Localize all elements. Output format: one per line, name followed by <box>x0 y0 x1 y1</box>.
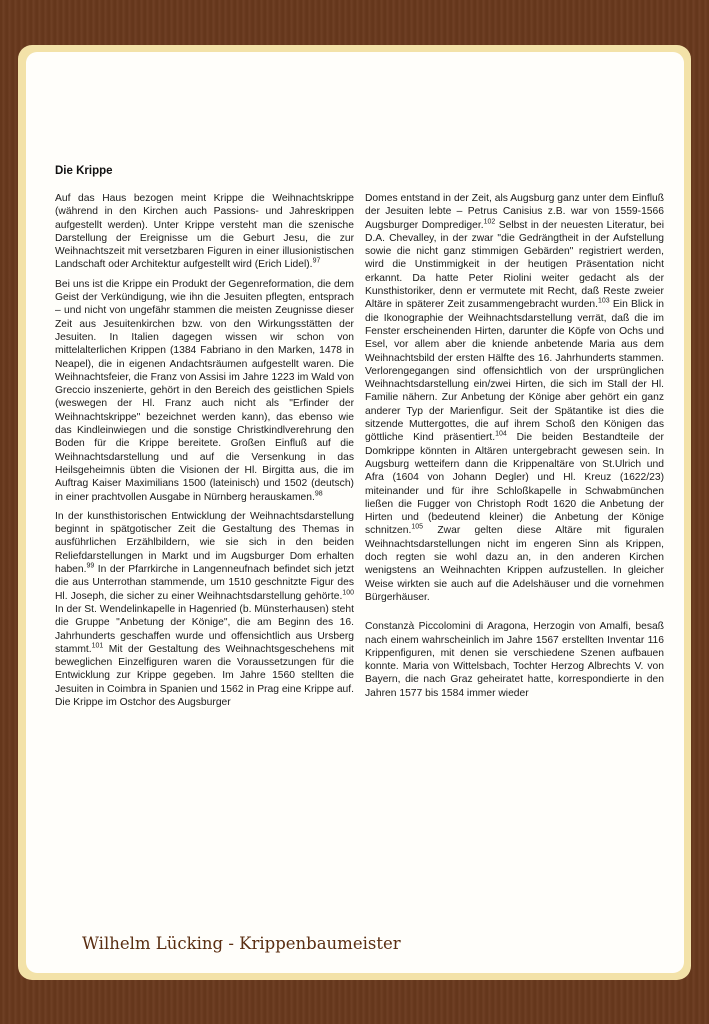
paragraph <box>365 620 664 700</box>
footnote-ref: 104 <box>495 430 507 438</box>
paragraph-text: In der St. Wendelinkapelle in Hagenried (b. Münsterhausen) steht die Gruppe "Anbetung der Könige", die am Beginn des 16. Jahrhunderts geschaffen wurde und offensichtlich aus Ursberg stammt. <box>55 603 354 655</box>
footnote-ref: 102 <box>483 218 496 226</box>
paragraph-text: Domes entstand in der Zeit, als Augsburg ganz unter dem Einfluß der Jesuiten lebte – Petrus Canisius z.B. war von 1559-1566 Augsburger Domprediger. <box>365 193 664 231</box>
footnote-ref: 103 <box>598 297 610 305</box>
footnote-ref: 100 <box>342 589 354 597</box>
paragraph-text: Auf das Haus bezogen meint Krippe die Weihnachtskrippe (während in den Kirchen auch Passions- und Jahreskrippen aufgestellt werden). Unter Krippe versteht man die szenische Darstellung der Ereignisse um die Geburt Jesu, die zur Weihnachtszeit mit versetzbaren Figuren in einer illusionistischen Landschaft oder Architektur aufgestellt wird (Erich Lidel). <box>55 193 354 271</box>
section-heading: Die Krippe <box>55 165 113 177</box>
paragraph <box>55 510 354 709</box>
paragraph-text: Selbst in der neuesten Literatur, bei D.A. Chevalley, in der zwar "die Gedrängtheit in der Aufstellung sowie die nicht ganz stimmigen Gebärden" registriert werden, wird die Unstimmigkeit in der heutigen Präsentation nicht erkannt. Da hatte Peter Riolini weiter gedacht als der Kunsthistoriker, denn er vermutete mit Recht, daß Reste zweier Altäre in späterer Zeit zusammengebracht wurden. <box>365 219 665 311</box>
paragraph-text: Mit der Gestaltung des Weihnachtsgeschehens mit beweglichen Einzelfiguren waren die Voraussetzungen für die Entwicklung zur Krippe gegeben. Im Jahre 1560 stellten die Jesuiten in Coimbra in Spanien und 1562 in Prag eine Krippe auf. Die Krippe im Ostchor des Augsburger <box>55 643 354 708</box>
paragraph-text: Ein Blick in die Ikonographie der Weihnachtsdarstellung verrät, daß die im Fenster erscheinenden Hirten, darunter die Köpfe von Ochs und Esel, vor allem aber die kniende anbetende Maria aus dem Weihnachtsbild der ersten Hälfte des 16. Jahrhunderts stammen. Verlorengegangen sind offensichtlich von der ursprünglichen Weihnachtsdarstellung ein/zwei Hirten, die sich im Stall der Hl. Familie nähern. Zur Anbetung der Könige aber gehört ein ganz anderer Typ der Marienfigur. Seit der Spätantike ist dies die sitzende Muttergottes, die auf ihrem Schoß den Königen das göttliche Kind präsentiert. <box>365 299 664 444</box>
paragraph <box>55 192 354 272</box>
paragraph-text: Zwar gelten diese Altäre mit figuralen Weihnachtsdarstellungen nicht im engeren Sinn als Krippen, doch regten sie wohl dazu an, in den anderen Kirchen wenigstens an Weihnachten Krippen aufzustellen. In gleicher Weise wirkten sie auch auf die Adelshäuser und die vornehmen Bürgerhäuser. <box>365 525 664 603</box>
left-column <box>55 192 354 715</box>
paragraph-text: Constanzà Piccolomini di Aragona, Herzogin von Amalfi, besaß nach einem wahrscheinlich im Jahre 1567 erstellten Inventar 116 Krippenfiguren, mit denen sie verschiedene Szenen aufbauen konnte. Maria von Wittelsbach, Tochter Herzog Albrechts V. von Bayern, die nach Graz geheiratet hatte, korrespondierte in den Jahren 1577 bis 1584 immer wieder <box>365 621 664 699</box>
footer-signature: Wilhelm Lücking - Krippenbaumeister <box>82 934 401 953</box>
footnote-ref: 98 <box>314 490 323 498</box>
paragraph <box>365 192 664 604</box>
paragraph-text: In der kunsthistorischen Entwicklung der Weihnachtsdarstellung beginnt in spätgotischer Zeit die Gestaltung des Themas in ausführlichen Erzählbildern, wie sie sich in den beiden Reliefdarstellungen in Markt und im Augsburger Dom erhalten haben. <box>55 510 354 576</box>
footnote-ref: 101 <box>91 642 104 650</box>
paragraph <box>55 278 354 504</box>
footnote-ref: 97 <box>312 258 321 266</box>
right-column <box>365 192 664 706</box>
footnote-ref: 99 <box>86 562 95 570</box>
footnote-ref: 105 <box>411 524 424 531</box>
paragraph-text: Die beiden Bestandteile der Domkrippe könnten in Altären untergebracht gewesen sein. In Augsburg wetteifern dann die Krippenaltäre von St.Ulrich und Afra (1604 von Johann Degler) und Hl. Kreuz (1622/23) miteinander und für ihre Schloßkapelle in Schwabmünchen ließen die Fugger von Christoph Rodt 1620 die Anbetung der Hirten und (bedeutend kleiner) die Anbetung der Könige schnitzen. <box>365 432 664 537</box>
paragraph-text: Bei uns ist die Krippe ein Produkt der Gegenreformation, die dem Geist der Verkündigung, wie ihn die Jesuiten pflegten, entsprach – und nicht von ungefähr stammen die meisten Zeugnisse dieser Zeit aus Jesuitenkirchen bzw. von den Wirkungsstätten der Jesuiten. In Italien dagegen wissen wir schon von mittelalterlichen Krippen (1384 Fabriano in den Marken, 1478 in Neapel), die in eigenen Andachtsräumen aufgestellt waren. Die Weihnachtsfeier, die Franz von Assisi im Jahre 1223 im Wald von Greccio inszenierte, gehört in den Bereich des geistlichen Spiels (weswegen der Hl. Franz auch nicht als "Erfinder der Weihnachtskrippe" bezeichnet werden kann), das ebenso wie das Kindleinwiegen und die sonstige Christkindlverehrung den Boden für die Krippe bereitete. Großen Einfluß auf die Weihnachtsdarstellung und auf die Versenkung in das Heilsgeheimnis übten die Visionen der Hl. Birgitta aus, die im Auftrag Kaiser Maximilians 1500 (lateinisch) und 1502 (deutsch) in einer prachtvollen Ausgabe in Nürnberg herauskamen. <box>55 278 354 503</box>
paragraph-text: In der Pfarrkirche in Langenneufnach befindet sich jetzt die aus Unterrothan stammende, um 1510 geschnitzte Figur des Hl. Joseph, die sicher zu einer Weihnachtsdarstellung gehörte. <box>55 564 354 602</box>
